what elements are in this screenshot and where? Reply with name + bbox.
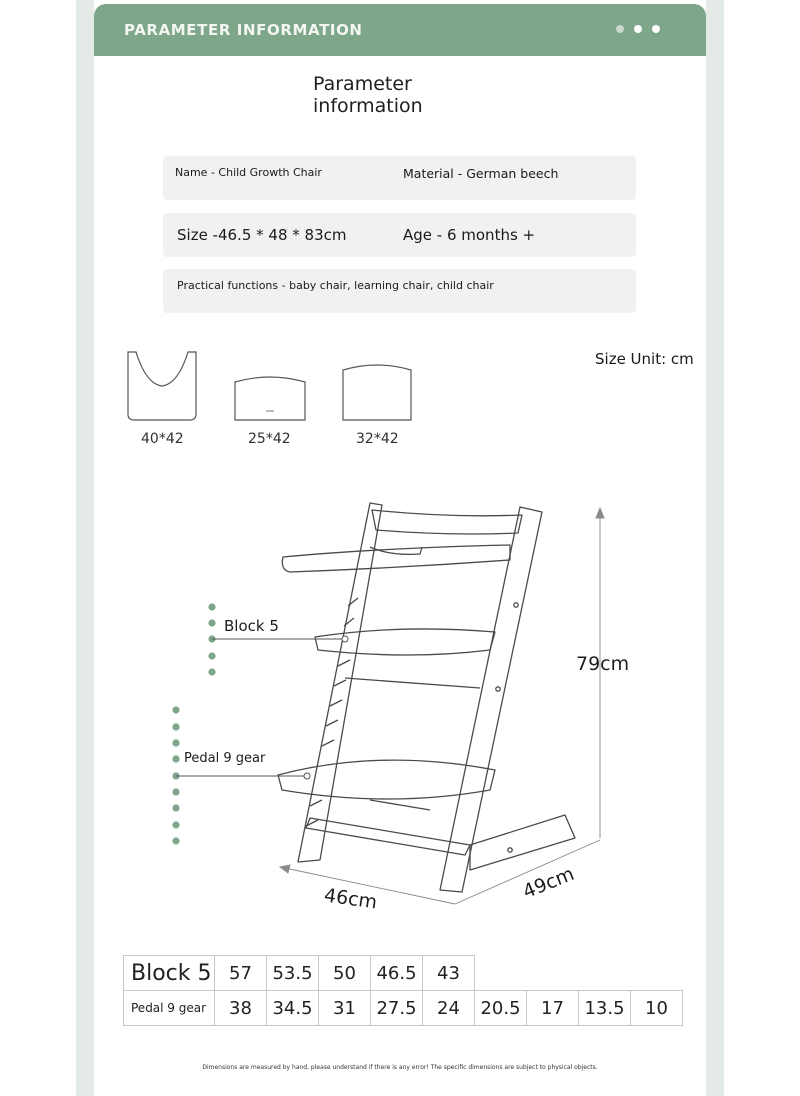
spec-size: Size -46.5 * 48 * 83cm bbox=[177, 226, 347, 244]
spec-age: Age - 6 months + bbox=[403, 226, 536, 244]
gear-size-table bbox=[123, 955, 683, 1026]
table-cell: 10 bbox=[631, 991, 683, 1026]
table-empty-cell bbox=[579, 956, 631, 991]
pedal-pointer-end bbox=[304, 773, 310, 779]
table-row-label: Block 5 bbox=[124, 956, 215, 991]
table-empty-cell bbox=[631, 956, 683, 991]
block-pointer-end bbox=[342, 636, 348, 642]
tray-size-label: 40*42 bbox=[141, 431, 184, 447]
height-dimension: 79cm bbox=[576, 653, 630, 675]
table-cell: 43 bbox=[423, 956, 475, 991]
table-cell: 38 bbox=[215, 991, 267, 1026]
back-size-label: 32*42 bbox=[356, 431, 399, 447]
table-row-label: Pedal 9 gear bbox=[124, 991, 215, 1026]
table-row-pedal bbox=[124, 991, 683, 1026]
footnote: Dimensions are measured by hand, please understand if there is any error! The specific dimensions are subject to physical objects. bbox=[202, 1064, 598, 1071]
section-title: Parameter information bbox=[313, 73, 423, 117]
table-cell: 20.5 bbox=[475, 991, 527, 1026]
table-cell: 53.5 bbox=[267, 956, 319, 991]
chair-drawing bbox=[278, 503, 575, 892]
table-cell: 24 bbox=[423, 991, 475, 1026]
table-cell: 57 bbox=[215, 956, 267, 991]
table-cell: 46.5 bbox=[371, 956, 423, 991]
table-empty-cell bbox=[527, 956, 579, 991]
pedal-label: Pedal 9 gear bbox=[184, 751, 266, 766]
table-cell: 50 bbox=[319, 956, 371, 991]
spec-material: Material - German beech bbox=[403, 166, 559, 181]
depth-dimension: 49cm bbox=[519, 862, 578, 904]
table-cell: 31 bbox=[319, 991, 371, 1026]
table-empty-cell bbox=[475, 956, 527, 991]
block-label: Block 5 bbox=[224, 617, 279, 635]
header-title: PARAMETER INFORMATION bbox=[124, 21, 363, 39]
spec-name: Name - Child Growth Chair bbox=[175, 166, 322, 179]
seat-size-label: 25*42 bbox=[248, 431, 291, 447]
table-cell: 13.5 bbox=[579, 991, 631, 1026]
spec-functions: Practical functions - baby chair, learning chair, child chair bbox=[177, 279, 494, 292]
table-cell: 34.5 bbox=[267, 991, 319, 1026]
pedal-position-dots bbox=[172, 706, 179, 844]
width-dimension: 46cm bbox=[322, 884, 379, 914]
table-row-block bbox=[124, 956, 683, 991]
table-cell: 17 bbox=[527, 991, 579, 1026]
size-unit-label: Size Unit: cm bbox=[595, 350, 694, 368]
block-position-dots bbox=[208, 603, 215, 675]
table-cell: 27.5 bbox=[371, 991, 423, 1026]
